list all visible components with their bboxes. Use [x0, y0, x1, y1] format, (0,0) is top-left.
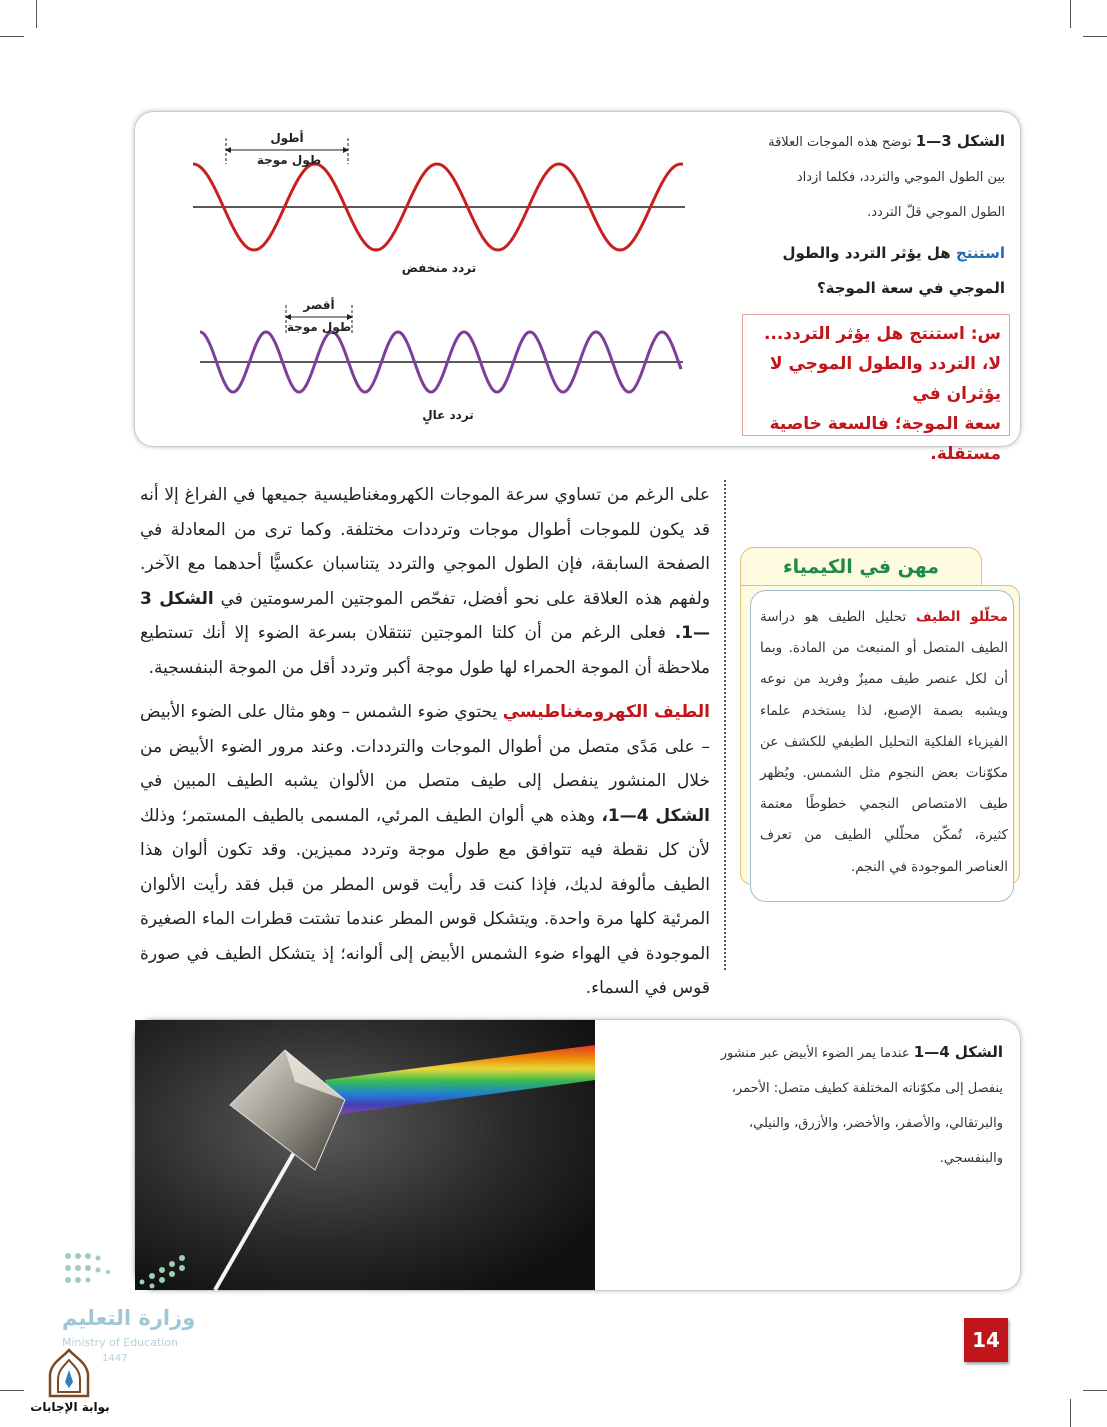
ministry-year: 1447 — [102, 1353, 128, 1364]
wave-top-group — [193, 130, 685, 275]
p1-text-end: فعلى الرغم من أن كلتا الموجتين تنتقلان بسرعة الضوء إلا أنك تستطيع ملاحظة أن الموجة الحمراء لها طول موجة أكبر وتردد أقل من الموجة البنفسجية. — [140, 623, 710, 678]
ministry-name-en: Ministry of Education — [62, 1336, 179, 1349]
crop-mark — [1083, 36, 1107, 37]
sidebar-body: تحليل الطيف هو دراسة الطيف المتصل أو المنبعث من المادة. وبما أن لكل عنصر طيف مميزٌ وفريد من نوعه ويشبه بصمة الإصبع، لذا يستخدم علماء الفيزياء الفلكية التحليل الطيفي للكشف عن مكوّنات بعض النجوم مثل الشمس. ويُظهر طيف الامتصاص النجمي خطوطًا معتمة كثيرة، تُمكّن محلّلي الطيف من تعرف العناصر الموجودة في النجم. — [760, 609, 1008, 875]
answer-line: لا، التردد والطول الموجي لا يؤثران في — [769, 354, 1001, 404]
p2-text-b: وهذه هي ألوان الطيف المرئي، المسمى بالطيف المستمر؛ وذلك لأن كل نقطة فيه تتوافق مع طول موجة وتردد مميزين. وقد تكون ألوان هذا الطيف مألوفة لديك، فإذا كنت قد رأيت قوس المطر من قبل فقد رأيت الألوان المرئية كلها مرة واحدة. ويتشكل قوس المطر عندما تشتت قطرات الماء الصغيرة الموجودة في الهواء ضوء الشمس الأبيض إلى ألوانه؛ إذ يتشكل الطيف في صورة قوس في السماء. — [140, 805, 710, 998]
wave-top-label-a: أطول — [270, 131, 304, 145]
answer-line: س: استنتج هل يؤثر التردد... — [763, 324, 1001, 344]
crop-mark — [0, 36, 24, 37]
p2-text-a: يحتوي ضوء الشمس – وهو مثال على الضوء الأبيض – على مَدًى متصل من أطوال الموجات والترددات. وعند مرور الضوء الأبيض من خلال المنشور ينفصل إلى طيف متصل من الألوان يشبه الطيف المبين في — [140, 702, 710, 791]
ministry-name-ar: وزارة التعليم — [62, 1306, 196, 1330]
crop-mark — [1070, 0, 1071, 28]
p1-text: على الرغم من تساوي سرعة الموجات الكهرومغناطيسية جميعها في الفراغ إلا أنه قد يكون للموجات أطوال موجات وترددات مختلفة. وكما ترى من المعادلة في الصفحة السابقة، فإن الطول الموجي والتردد يتناسبان عكسيًّا أحدهما مع الآخر. ولفهم هذه العلاقة على نحو أفضل، تفحّص الموجتين المرسومتين في — [140, 485, 711, 609]
sidebar-text — [760, 602, 1008, 883]
question-text: هل يؤثر التردد والطول الموجي في سعة الموجة؟ — [782, 244, 1005, 297]
wave-top-label-b: طول موجة — [256, 153, 322, 167]
figure-1-3-caption — [760, 124, 1005, 230]
column-divider — [724, 480, 726, 970]
ministry-logo-dots — [62, 1248, 202, 1308]
watermark-logo-icon — [46, 1348, 92, 1400]
p2-figure-ref: الشكل 4—1، — [601, 805, 710, 826]
figure-1-4-caption — [703, 1035, 1003, 1176]
paragraph-1 — [140, 478, 710, 685]
figure-1-3-question — [760, 236, 1005, 306]
sidebar-title-tab — [740, 547, 982, 588]
crop-mark — [1070, 1399, 1071, 1427]
crop-mark — [0, 1390, 24, 1391]
figure-1-4-caption-text: عندما يمر الضوء الأبيض عبر منشور ينفصل إلى مكوّناته المختلفة كطيف متصل: الأحمر، والبرتقالي، والأصفر، والأخضر، والأزرق، والنيلي، والبنفسجي. — [720, 1046, 1003, 1166]
wave-bottom-group — [200, 297, 683, 425]
wave-top-frequency-label: تردد منخفض — [401, 261, 477, 275]
figure-1-3-caption-text: توضح هذه الموجات العلاقة بين الطول الموجي والتردد، فكلما ازداد الطول الموجي قلّ التردد. — [768, 135, 1005, 220]
figure-1-3-box — [135, 112, 1020, 464]
question-prefix: استنتج — [955, 244, 1005, 262]
prism-photo — [135, 1020, 595, 1290]
main-text — [140, 478, 710, 1006]
wave-bottom-label-a: أقصر — [303, 298, 335, 312]
watermark-text: بوابة الإجابات — [30, 1400, 110, 1414]
figure-1-4-number: الشكل 4—1 — [913, 1043, 1003, 1061]
answer-line: سعة الموجة؛ فالسعة خاصية مستقلة. — [769, 414, 1001, 464]
answer-box — [742, 314, 1010, 464]
wave-bottom-label-b: طول موجة — [286, 320, 352, 334]
crop-mark — [36, 0, 37, 28]
p1-figure-ref: الشكل 3—1. — [140, 588, 710, 643]
crop-mark — [1083, 1390, 1107, 1391]
figure-1-4-box — [135, 1020, 1020, 1290]
figure-1-3-number: الشكل 3—1 — [915, 132, 1005, 150]
wave-bottom-frequency-label: تردد عالٍ — [422, 408, 474, 422]
paragraph-2 — [140, 695, 710, 1006]
spectrum-term: الطيف الكهرومغناطيسي — [502, 702, 710, 722]
page-number: 14 — [964, 1318, 1008, 1362]
sidebar-term: محلّلو الطيف — [915, 609, 1008, 625]
sidebar-title: مهن في الكيمياء — [782, 556, 940, 578]
